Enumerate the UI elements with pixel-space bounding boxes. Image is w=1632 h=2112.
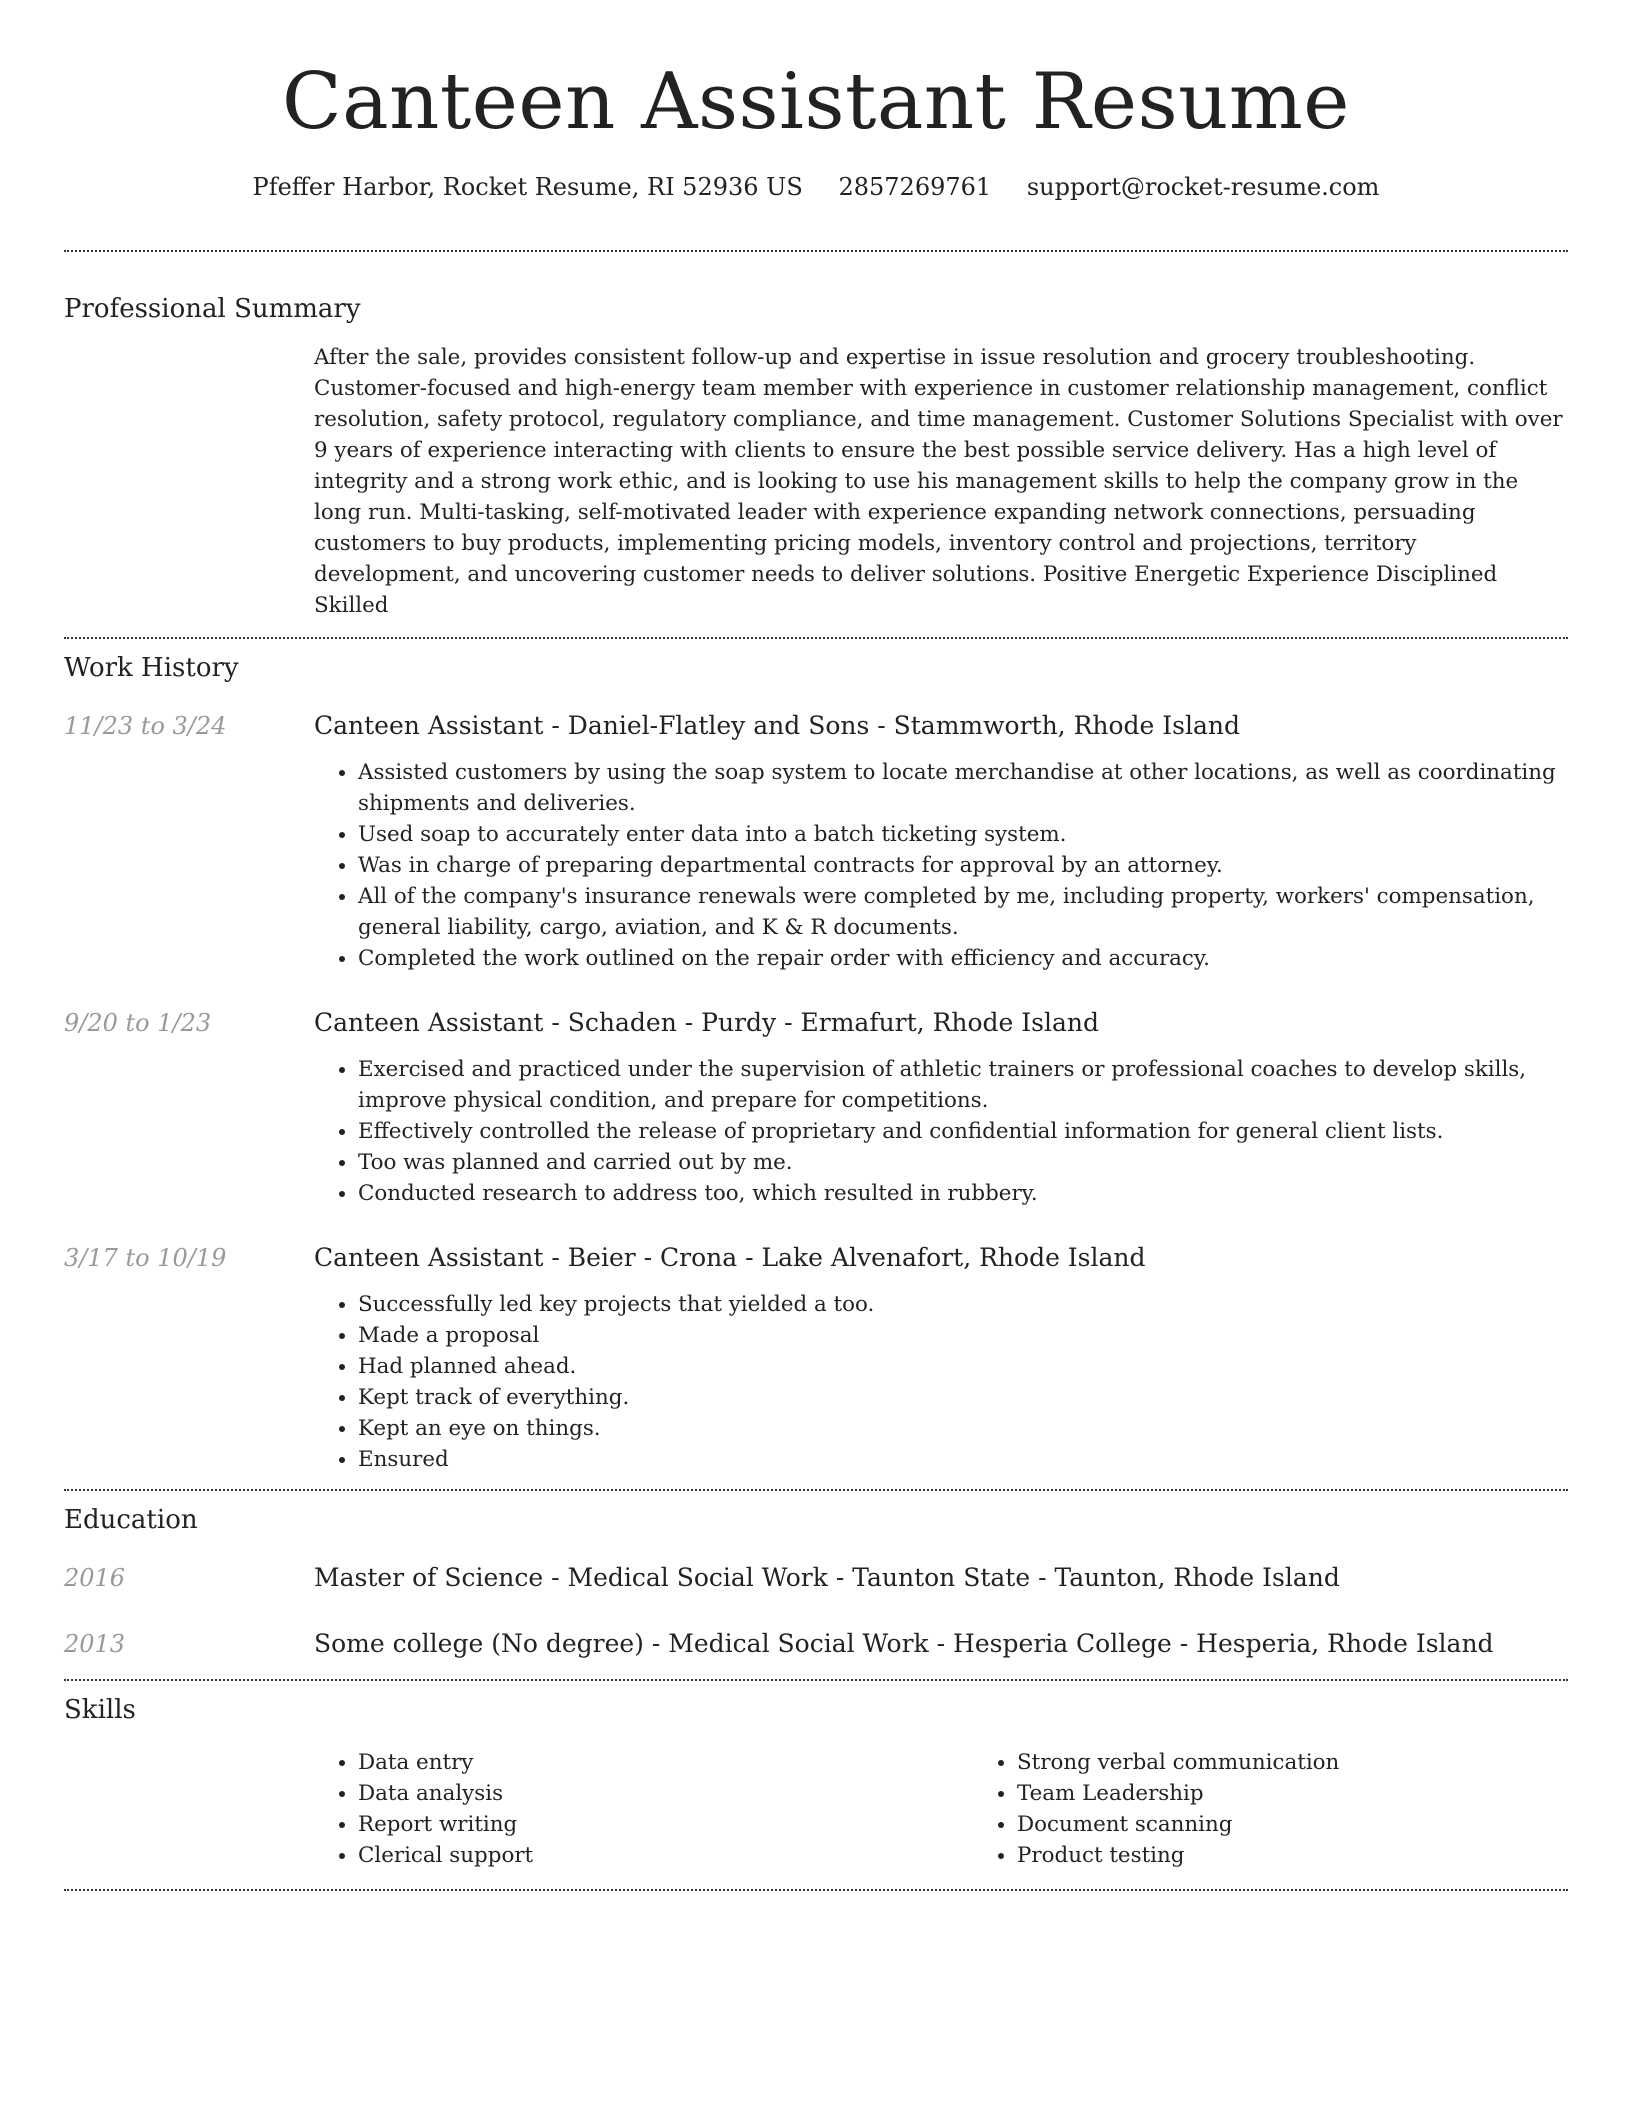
divider: [64, 250, 1568, 252]
skills-list-right: [973, 1747, 1632, 1871]
divider: [64, 1489, 1568, 1491]
education-detail: Master of Science - Medical Social Work - Taunton State - Taunton, Rhode Island: [314, 1563, 1340, 1592]
job-dates: 9/20 to 1/23: [64, 1009, 212, 1037]
list-item: • Too was planned and carried out by me.: [358, 1147, 1568, 1178]
skill-item: • Strong verbal communication: [1017, 1747, 1632, 1778]
job-dates: 11/23 to 3/24: [64, 712, 227, 740]
list-item: • Was in charge of preparing departmental contracts for approval by an attorney.: [358, 850, 1568, 881]
job-entry: [64, 1006, 1568, 1209]
skill-item: • Clerical support: [358, 1840, 973, 1871]
list-item: • Conducted research to address too, which resulted in rubbery.: [358, 1178, 1568, 1209]
job-title: Canteen Assistant - Beier - Crona - Lake Alvenafort, Rhode Island: [314, 1243, 1146, 1272]
section-title-work-history: Work History: [64, 653, 239, 683]
skill-item: • Document scanning: [1017, 1809, 1632, 1840]
skill-item: • Report writing: [358, 1809, 973, 1840]
list-item: • Kept track of everything.: [358, 1382, 1568, 1413]
education-year: 2013: [64, 1630, 126, 1658]
list-item: • Completed the work outlined on the repair order with efficiency and accuracy.: [358, 943, 1568, 974]
contact-email: support@rocket-resume.com: [1026, 173, 1380, 201]
divider: [64, 1679, 1568, 1681]
education-detail: Some college (No degree) - Medical Social Work - Hesperia College - Hesperia, Rhode Island: [314, 1629, 1494, 1658]
list-item: • Kept an eye on things.: [358, 1413, 1568, 1444]
skills-section: [64, 1693, 1568, 1871]
work-history-section: [64, 651, 1568, 1475]
list-item: • Assisted customers by using the soap system to locate merchandise at other locations, as well as coordinating shipments and deliveries.: [358, 757, 1568, 819]
skill-item: • Team Leadership: [1017, 1778, 1632, 1809]
list-item: • Effectively controlled the release of proprietary and confidential information for general client lists.: [358, 1116, 1568, 1147]
job-duties-list: [314, 1054, 1568, 1209]
summary-section: [64, 292, 1568, 621]
contact-line: [64, 170, 1568, 204]
contact-address: Pfeffer Harbor, Rocket Resume, RI 52936 US: [252, 173, 803, 201]
summary-text: After the sale, provides consistent follow-up and expertise in issue resolution and grocery troubleshooting. Customer-focused and high-energy team member with experience in customer relationship management, conflict resolution, safety protocol, regulatory compliance, and time management. Customer Solutions Specialist with over 9 years of experience interacting with clients to ensure the best possible service delivery. Has a high level of integrity and a strong work ethic, and is looking to use his management skills to help the company grow in the long run. Multi-tasking, self-motivated leader with experience expanding network connections, persuading customers to buy products, implementing pricing models, inventory control and projections, territory development, and uncovering customer needs to deliver solutions. Positive Energetic Experience Disciplined Skilled: [314, 345, 1563, 618]
skill-item: • Data entry: [358, 1747, 973, 1778]
divider: [64, 1889, 1568, 1891]
list-item: • All of the company's insurance renewals were completed by me, including property, workers' compensation, general liability, cargo, aviation, and K & R documents.: [358, 881, 1568, 943]
job-title: Canteen Assistant - Daniel-Flatley and Sons - Stammworth, Rhode Island: [314, 711, 1241, 740]
list-item: • Exercised and practiced under the supervision of athletic trainers or professional coaches to develop skills, improve physical condition, and prepare for competitions.: [358, 1054, 1568, 1116]
list-item: • Used soap to accurately enter data into a batch ticketing system.: [358, 819, 1568, 850]
list-item: • Ensured: [358, 1444, 1568, 1475]
education-year: 2016: [64, 1564, 126, 1592]
resume-page: [64, 0, 1568, 1891]
list-item: • Successfully led key projects that yielded a too.: [358, 1289, 1568, 1320]
education-entry: [64, 1561, 1568, 1595]
education-section: [64, 1503, 1568, 1661]
resume-title: Canteen Assistant Resume: [282, 57, 1350, 147]
skill-item: • Data analysis: [358, 1778, 973, 1809]
job-entry: [64, 1241, 1568, 1475]
list-item: • Made a proposal: [358, 1320, 1568, 1351]
job-duties-list: [314, 757, 1568, 974]
section-title-education: Education: [64, 1505, 198, 1535]
section-title-summary: Professional Summary: [64, 294, 361, 324]
skill-item: • Product testing: [1017, 1840, 1632, 1871]
contact-phone: 2857269761: [838, 173, 992, 201]
education-entry: [64, 1627, 1568, 1661]
summary-row: [64, 342, 1568, 621]
job-entry: [64, 709, 1568, 974]
job-dates: 3/17 to 10/19: [64, 1244, 227, 1272]
skills-grid: [314, 1747, 1632, 1871]
divider: [64, 637, 1568, 639]
skills-list-left: [314, 1747, 973, 1871]
job-title: Canteen Assistant - Schaden - Purdy - Ermafurt, Rhode Island: [314, 1008, 1099, 1037]
list-item: • Had planned ahead.: [358, 1351, 1568, 1382]
job-duties-list: [314, 1289, 1568, 1475]
section-title-skills: Skills: [64, 1695, 136, 1725]
